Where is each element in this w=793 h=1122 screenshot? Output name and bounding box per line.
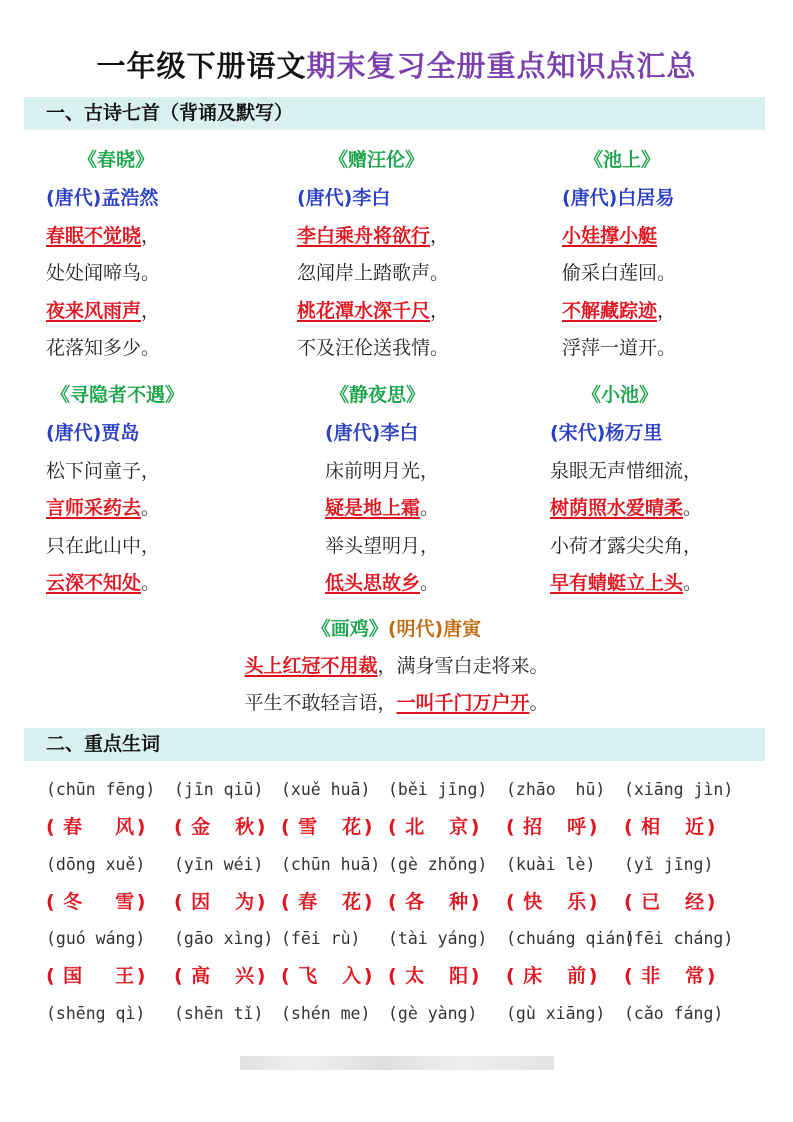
poem-title: 《画鸡》 <box>311 618 388 640</box>
poem-title: 《池上》 <box>584 149 661 171</box>
poem-line-highlight: 早有蜻蜓立上头 <box>550 572 684 594</box>
vocab-pinyin: (gāo xìng) <box>174 929 274 949</box>
poem-line-text: 浮萍一道开 <box>562 337 658 359</box>
vocab-pinyin: (cǎo fáng) <box>624 1003 724 1023</box>
section2-heading: 二、重点生词 <box>24 728 765 761</box>
title-part1: 一年级下册语文 <box>96 49 307 83</box>
poem-line <box>325 456 565 494</box>
vocab-pinyin: (tài yáng) <box>388 929 488 949</box>
vocab-word: ( 高 兴 ) <box>174 961 265 991</box>
poem-line-highlight: 云深不知处 <box>46 572 142 594</box>
vocab-char: 招 <box>523 816 543 839</box>
vocab-char: 快 <box>523 890 543 913</box>
poem-line-text: 处处闻啼鸟 <box>46 262 142 284</box>
vocab-pinyin: (chuáng qián) <box>506 929 636 949</box>
poem-author: (唐代)白居易 <box>562 187 675 209</box>
poem-line-punct: 。 <box>420 572 440 594</box>
vocab-word: ( 因 为 ) <box>174 887 265 917</box>
vocab-pinyin: (běi jīng) <box>388 780 488 799</box>
vocab-char: 近 <box>685 816 705 839</box>
vocab-word: ( 非 常 ) <box>624 961 715 991</box>
vocab-word: ( 金 秋 ) <box>174 812 265 842</box>
vocab-char: 各 <box>405 890 425 913</box>
vocab-char: 王 <box>115 965 135 988</box>
poem-line-highlight: 低头思故乡 <box>325 572 421 594</box>
vocab-word-row <box>46 812 746 849</box>
poem-line-highlight: 小娃撑小艇 <box>562 224 658 247</box>
poem-line-punct: ， <box>141 299 161 322</box>
vocab-char: 呼 <box>567 816 587 839</box>
poem-line-text: ，满身雪白走将来。 <box>377 655 549 677</box>
vocab-char: 入 <box>342 965 362 988</box>
vocab-grid <box>46 775 746 1036</box>
poem-line-highlight: 夜来风雨声 <box>46 299 142 322</box>
poem-block <box>46 145 286 371</box>
poem-block <box>297 145 537 371</box>
vocab-char: 雪 <box>115 890 135 913</box>
poem-line-highlight: 树荫照水爱晴柔 <box>550 497 684 519</box>
poem-author: (唐代)李白 <box>325 422 419 444</box>
poem-line-text: 泉眼无声惜细流 <box>550 459 684 482</box>
vocab-char: 花 <box>342 816 362 839</box>
poem-line <box>325 531 565 569</box>
vocab-char: 乐 <box>567 890 587 913</box>
vocab-word: ( 相 近 ) <box>624 812 715 842</box>
poem-line <box>562 221 793 259</box>
vocab-pinyin: (gè yàng) <box>388 1003 478 1023</box>
poem-title: 《静夜思》 <box>330 384 426 406</box>
vocab-pinyin: (gù xiāng) <box>506 1003 606 1023</box>
poem-line-highlight: 疑是地上霜 <box>325 497 421 519</box>
poem-line-punct: 。 <box>657 337 677 359</box>
poem-line-highlight: 一叫千门万户开 <box>396 692 530 714</box>
vocab-word: ( 床 前 ) <box>506 961 597 991</box>
vocab-word: ( 冬 雪 ) <box>46 887 145 917</box>
vocab-char: 经 <box>685 890 705 913</box>
poem-line <box>297 296 537 334</box>
vocab-pinyin-row <box>46 999 746 1036</box>
vocab-char: 高 <box>191 965 211 988</box>
poem-line-highlight: 春眠不觉晓 <box>46 224 142 247</box>
poem-line <box>562 333 793 371</box>
vocab-pinyin: (xuě huā) <box>281 780 371 799</box>
poem-line <box>325 493 565 531</box>
poem-line-punct: 。 <box>420 497 440 519</box>
vocab-pinyin: (chūn huā) <box>281 854 381 874</box>
vocab-word: ( 招 呼 ) <box>506 812 597 842</box>
poem-line-text: 松下问童子 <box>46 459 142 482</box>
poem-line <box>562 258 793 296</box>
vocab-word: ( 春 风 ) <box>46 812 145 842</box>
title-part2: 期末复习全册重点知识点汇总 <box>306 49 697 83</box>
vocab-char: 非 <box>641 965 661 988</box>
vocab-char: 为 <box>235 890 255 913</box>
vocab-pinyin-row <box>46 775 746 812</box>
poem-line-punct: 。 <box>683 497 703 519</box>
vocab-pinyin: (jīn qiū) <box>174 780 264 799</box>
vocab-pinyin: (shén me) <box>281 1003 371 1023</box>
poem-line-punct: ， <box>141 459 161 482</box>
poem-line <box>46 531 286 569</box>
poem-line-punct: 。 <box>141 337 161 359</box>
vocab-pinyin: (kuài lè) <box>506 854 596 874</box>
poem-line-punct: 。 <box>657 262 677 284</box>
poem-line-punct: ， <box>657 299 677 322</box>
poem-huaji <box>0 614 793 725</box>
poem-title: 《赠汪伦》 <box>329 149 425 171</box>
vocab-char: 阳 <box>449 965 469 988</box>
poem-line-punct: ， <box>683 459 703 482</box>
vocab-word: ( 春 花 ) <box>281 887 372 917</box>
poem-line <box>550 531 790 569</box>
poem-line-highlight: 桃花潭水深千尺 <box>297 299 431 322</box>
vocab-char: 床 <box>523 965 543 988</box>
poem-line-punct: 。 <box>430 337 450 359</box>
poem-line-punct: ， <box>420 534 440 557</box>
poem-author: (唐代)贾岛 <box>46 422 140 444</box>
poem-line-punct: ， <box>141 224 161 247</box>
vocab-char: 花 <box>342 890 362 913</box>
vocab-char: 国 <box>63 965 83 988</box>
vocab-char: 兴 <box>235 965 255 988</box>
vocab-pinyin: (guó wáng) <box>46 929 146 949</box>
poem-title: 《春晓》 <box>78 149 155 171</box>
vocab-word: ( 各 种 ) <box>388 887 479 917</box>
vocab-pinyin: (fēi cháng) <box>624 929 734 949</box>
poem-line <box>46 493 286 531</box>
vocab-pinyin-row <box>46 924 746 961</box>
vocab-word: ( 太 阳 ) <box>388 961 479 991</box>
vocab-char: 京 <box>449 816 469 839</box>
poem-block <box>325 380 565 606</box>
blurred-footer-watermark <box>240 1056 554 1070</box>
vocab-word: ( 国 王 ) <box>46 961 145 991</box>
vocab-char: 因 <box>191 890 211 913</box>
vocab-char: 风 <box>115 816 135 839</box>
vocab-char: 飞 <box>298 965 318 988</box>
poem-author: (宋代)杨万里 <box>550 422 663 444</box>
vocab-pinyin: (shēng qì) <box>46 1003 146 1023</box>
vocab-word-row <box>46 961 746 998</box>
poem-line <box>46 258 286 296</box>
vocab-char: 春 <box>63 816 83 839</box>
poem-line <box>550 456 790 494</box>
poem-line-text: 忽闻岸上踏歌声 <box>297 262 431 284</box>
vocab-char: 春 <box>298 890 318 913</box>
poem-line-text: 小荷才露尖尖角 <box>550 534 684 557</box>
vocab-pinyin: (fēi rù) <box>281 929 361 949</box>
vocab-char: 金 <box>191 816 211 839</box>
poem-line-punct: 。 <box>141 262 161 284</box>
vocab-char: 冬 <box>63 890 83 913</box>
poem-line-text: 举头望明月 <box>325 534 421 557</box>
poem-line <box>297 333 537 371</box>
vocab-char: 相 <box>641 816 661 839</box>
poem-line-punct: 。 <box>141 572 161 594</box>
poem-line-text: 平生不敢轻言语， <box>244 692 397 714</box>
section1-heading: 一、古诗七首（背诵及默写） <box>24 97 765 130</box>
vocab-word-row <box>46 887 746 924</box>
poem-line-punct: ， <box>420 459 440 482</box>
poem-line <box>550 493 790 531</box>
vocab-word: ( 快 乐 ) <box>506 887 597 917</box>
poem-line <box>46 568 286 606</box>
vocab-pinyin: (yīn wéi) <box>174 854 264 874</box>
vocab-word: ( 雪 花 ) <box>281 812 372 842</box>
vocab-pinyin: (chūn fēng) <box>46 780 156 799</box>
poem-line-punct: ， <box>141 534 161 557</box>
vocab-word: ( 已 经 ) <box>624 887 715 917</box>
poem-line <box>297 258 537 296</box>
poem-line-highlight: 不解藏踪迹 <box>562 299 658 322</box>
vocab-char: 常 <box>685 965 705 988</box>
poem-title: 《小池》 <box>582 384 659 406</box>
poem-author: (明代)唐寅 <box>387 618 482 640</box>
vocab-pinyin: (dōng xuě) <box>46 854 146 874</box>
vocab-char: 秋 <box>235 816 255 839</box>
poem-line <box>46 221 286 259</box>
poem-line-text: 花落知多少 <box>46 337 142 359</box>
poem-block <box>46 380 286 606</box>
poem-line <box>325 568 565 606</box>
vocab-word: ( 飞 入 ) <box>281 961 372 991</box>
poem-line-punct: 。 <box>683 572 703 594</box>
poem-line-punct: 。 <box>141 497 161 519</box>
poem-title: 《寻隐者不遇》 <box>51 384 185 406</box>
page-title <box>0 44 793 85</box>
vocab-char: 已 <box>641 890 661 913</box>
poem-author: (唐代)李白 <box>297 187 391 209</box>
poem-line <box>46 456 286 494</box>
poem-line-highlight: 头上红冠不用裁 <box>244 655 378 677</box>
poem-block <box>550 380 790 606</box>
vocab-char: 太 <box>405 965 425 988</box>
poem-line-punct: ， <box>683 534 703 557</box>
poem-line <box>46 333 286 371</box>
vocab-pinyin-row <box>46 850 746 887</box>
vocab-pinyin: (gè zhǒng) <box>388 854 488 874</box>
vocab-pinyin: (yǐ jīng) <box>624 854 714 874</box>
vocab-pinyin: (shēn tǐ) <box>174 1003 264 1023</box>
poem-line <box>46 296 286 334</box>
vocab-char: 种 <box>449 890 469 913</box>
vocab-char: 北 <box>405 816 425 839</box>
poem-line-punct: ， <box>430 299 450 322</box>
poem-line <box>297 221 537 259</box>
poem-line-text: 不及汪伦送我情 <box>297 337 431 359</box>
poem-line <box>550 568 790 606</box>
vocab-char: 雪 <box>298 816 318 839</box>
poem-line-punct: 。 <box>529 692 549 714</box>
poem-line-text: 偷采白莲回 <box>562 262 658 284</box>
vocab-pinyin: (zhāo hū) <box>506 780 606 799</box>
poem-line-highlight: 李白乘舟将欲行 <box>297 224 431 247</box>
poem-line-text: 只在此山中 <box>46 534 142 557</box>
poem-line-highlight: 言师采药去 <box>46 497 142 519</box>
vocab-pinyin: (xiāng jìn) <box>624 780 734 799</box>
vocab-word: ( 北 京 ) <box>388 812 479 842</box>
poem-line-punct: 。 <box>430 262 450 284</box>
poem-author: (唐代)孟浩然 <box>46 187 159 209</box>
poem-line-text: 床前明月光 <box>325 459 421 482</box>
poem-line <box>562 296 793 334</box>
poem-line-punct: ， <box>430 224 450 247</box>
poem-block <box>562 145 793 371</box>
vocab-char: 前 <box>567 965 587 988</box>
